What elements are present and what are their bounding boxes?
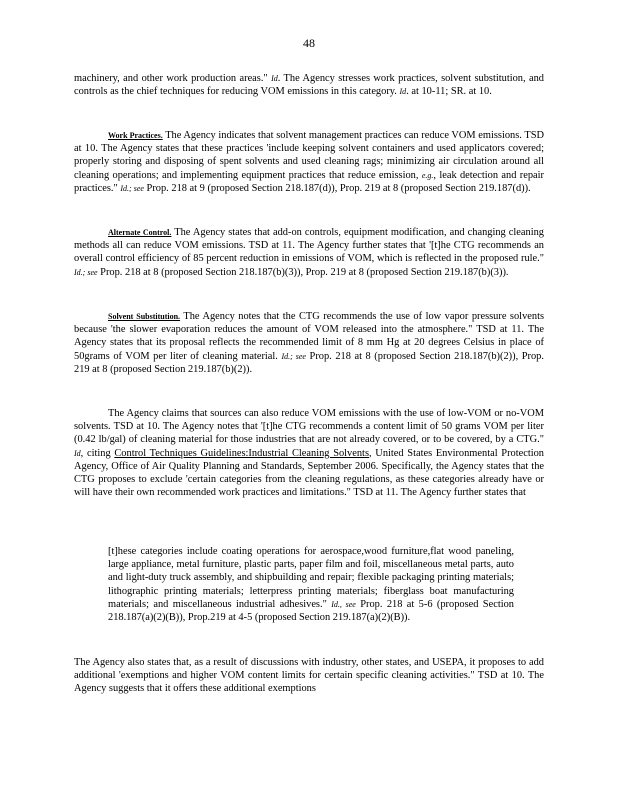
p2-text1: The Agency states that add-on controls, equipment modification, and changing cleaning methods all can reduce VOM emissions. TSD at 11. The Agency further states that '[t]he CTG recommends an overall control efficiency of 85 percent reduction in emissions of VOM, which is reflected in the proposed rule." [74, 227, 544, 265]
p2-text2: Prop. 218 at 8 (proposed Section 218.187(b)(3)), Prop. 219 at 8 (proposed Section 219.187(b)(3)). [100, 266, 509, 278]
paragraph-low-vom-solvents [74, 407, 544, 499]
p0-text: machinery, and other work production areas." [74, 73, 268, 84]
p4-text1: The Agency claims that sources can also reduce VOM emissions with the use of low-VOM or no-VOM solvents. TSD at 10. The Agency notes that '[t]he CTG recommends a content limit of 50 grams VOM per liter (0.42 lb/gal) of cleaning material for those industries that are not already covered, or to be covered, by a CTG." [74, 408, 544, 446]
p3-see: .; see [288, 351, 306, 361]
p1-see: .; see [127, 183, 144, 193]
page-number: 48 [303, 36, 315, 50]
p1-id: Id [120, 183, 128, 193]
p3-text2: Prop. 218 at 8 (proposed Section 218.187(b)(2)), Prop. 219 at 8 (proposed Section 219.187(b)(2)). [74, 350, 544, 375]
p1-text2: , leak detection and repair practices." [74, 169, 544, 194]
p4-text3: , United States Environmental Protection Agency, Office of Air Quality Planning and Standards, September 2006. Specifically, the Agency states that the CTG proposes to exclude 'certain categories from the cleaning regulations, as these categories already have or will have their own recommended work practices and limitations." TSD at 11. The Agency further states that [74, 447, 545, 499]
quote-text1: [t]hese categories include coating operations for aerospace,wood furniture,flat wood paneling, large appliance, metal furniture, plastic parts, paper film and foil, miscellaneous metal parts, auto and light-duty truck assembly, and shipbuilding and repair; flexible packaging printing materials; lithographic printing materials; letterpress printing materials; fiberglass boat manufacturing materials; and miscellaneous industrial adhesives." [108, 546, 514, 610]
paragraph-work-practices [74, 129, 544, 195]
p0-rest: . The Agency stresses work practices, solvent substitution, and controls as the chief techniques for reducing VOM emissions in this category. [74, 73, 544, 98]
p1-text1: The Agency indicates that solvent management practices can reduce VOM emissions. TSD at 10. The Agency states that these practices 'include keeping solvent containers and used applicators covered; properly storing and disposing of spent solvents and used cleaning rags; minimizing air circulation around all cleaning operations; and implementing equipment practices that reduce emission, [74, 130, 544, 181]
paragraph-exemptions [74, 656, 544, 696]
block-quote [108, 545, 514, 624]
heading-alternate-control: Alternate Control. [108, 228, 172, 237]
paragraph-alternate-control [74, 226, 544, 279]
p1-text3: Prop. 218 at 9 (proposed Section 218.187(d)), Prop. 219 at 8 (proposed Section 219.187(d)). [146, 182, 531, 194]
p2-id: Id [74, 267, 81, 277]
quote-see: ., see [337, 599, 356, 609]
p3-id: Id [281, 351, 289, 361]
paragraph-continuation [74, 72, 544, 98]
p2-see: .; see [80, 267, 98, 277]
p0-id2: Id [399, 87, 407, 97]
p5-text: The Agency also states that, as a result of discussions with industry, other states, and USEPA, it proposes to add additional 'exemptions and higher VOM content limits for certain specific cleaning activities." TSD at 10. The Agency suggests that it offers these additional exemptions [74, 657, 544, 695]
p3-text1: The Agency notes that the CTG recommends the use of low vapor pressure solvents because 'the slower evaporation reduces the amount of VOM released into the atmosphere." TSD at 11. The Agency states that its proposal reflects the recommended limit of 8 mm Hg at 20 degrees Celsius in place of 50grams of VOM per liter of cleaning material. [74, 311, 544, 362]
heading-solvent-substitution: Solvent Substitution. [108, 312, 181, 321]
p1-eg: e.g. [421, 170, 434, 180]
p4-id: Id [74, 448, 81, 458]
quote-text2: Prop. 218 at 5-6 (proposed Section 218.187(a)(2)(B)), Prop.219 at 4-5 (proposed Section 219.187(a)(2)(B)). [108, 598, 514, 624]
heading-work-practices: Work Practices. [108, 131, 163, 140]
cited-document-title: Control Techniques Guidelines:Industrial Cleaning Solvents [114, 447, 369, 459]
p4-text2: , citing [80, 447, 111, 459]
p0-id: Id [271, 74, 278, 83]
quote-id: Id [331, 599, 338, 609]
paragraph-solvent-substitution [74, 310, 544, 376]
p0-cite: . at 10-11; SR. at 10. [406, 86, 492, 98]
